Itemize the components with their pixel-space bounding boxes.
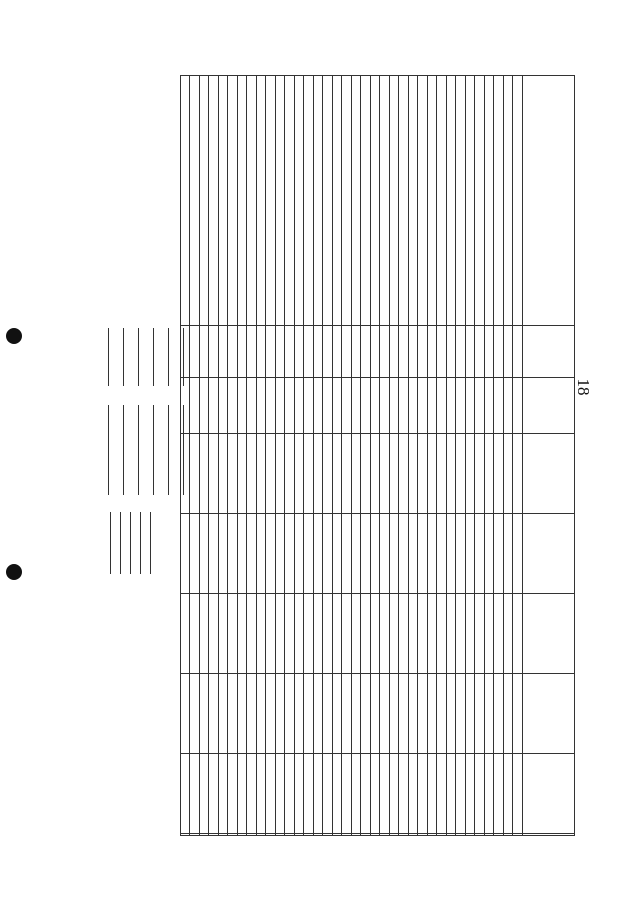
signature-line bbox=[138, 328, 139, 386]
name-line bbox=[123, 405, 124, 495]
name-line bbox=[153, 405, 154, 495]
name-line bbox=[138, 405, 139, 495]
signature-line bbox=[108, 328, 109, 386]
signature-line bbox=[153, 328, 154, 386]
name-line bbox=[183, 405, 184, 495]
date-slot-line bbox=[110, 512, 111, 574]
signature-line bbox=[183, 328, 184, 386]
name-line bbox=[108, 405, 109, 495]
name-line bbox=[168, 405, 169, 495]
date-slot-line bbox=[140, 512, 141, 574]
signature-line bbox=[123, 328, 124, 386]
date-slot-line bbox=[130, 512, 131, 574]
date-slot-line bbox=[150, 512, 151, 574]
signature-line bbox=[168, 328, 169, 386]
page-number: 18 bbox=[574, 378, 593, 396]
date-slot-line bbox=[120, 512, 121, 574]
